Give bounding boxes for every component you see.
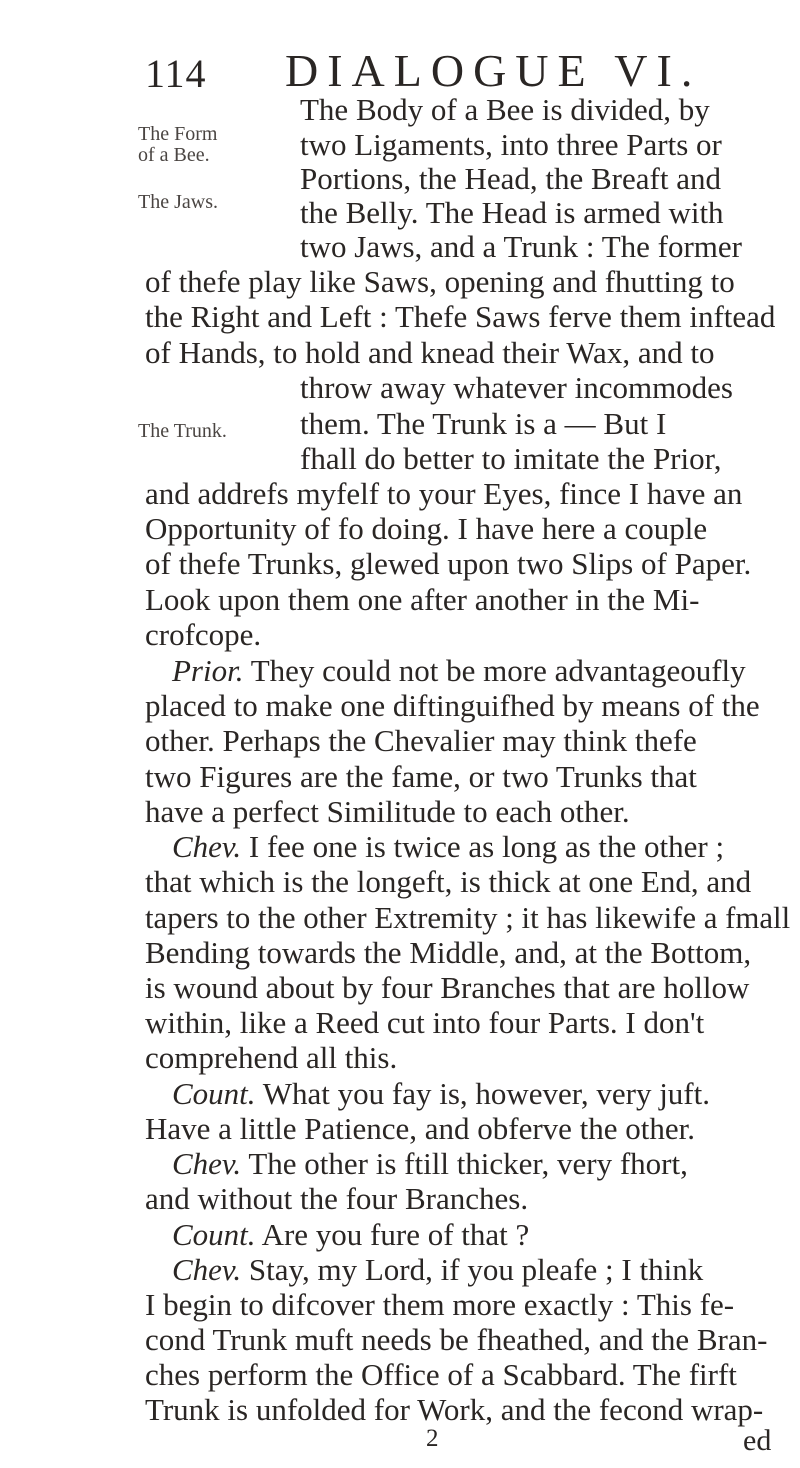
speaker-label: Chev. (172, 1146, 242, 1181)
sidenote-trunk: The Trunk. (138, 420, 227, 442)
text-line: Look upon them one after another in the Mi- (145, 582, 700, 617)
text-line: Chev. Stay, my Lord, if you pleafe ; I think (172, 1252, 704, 1287)
page-number: 114 (145, 51, 207, 96)
text-line: the Belly. The Head is armed with (300, 195, 724, 230)
text-line: and addrefs myfelf to your Eyes, fince I have an (145, 476, 743, 511)
text-line: have a perfect Similitude to each other. (145, 794, 630, 829)
text-line: Count. Are you fure of that ? (172, 1217, 530, 1252)
speaker-label: Prior. (172, 653, 244, 688)
text-line: Trunk is unfolded for Work, and the fecond wrap- (145, 1392, 764, 1427)
text-line: fhall do better to imitate the Prior, (300, 441, 722, 476)
text-line: I begin to difcover them more exactly : This fe- (145, 1287, 735, 1322)
text-line: throw away whatever incommodes (300, 370, 734, 405)
text-line: cond Trunk muft needs be fheathed, and the Bran- (145, 1322, 768, 1357)
sidenote-form-of-bee-line2: of a Bee. (138, 144, 210, 166)
running-title: DIALOGUE VI. (285, 45, 702, 96)
speaker-label: Chev. (172, 829, 242, 864)
text-line: the Right and Left : Thefe Saws ferve them inftead (145, 299, 776, 334)
text-line: Opportunity of fo doing. I have here a couple (145, 511, 708, 546)
signature-mark: 2 (426, 1425, 439, 1452)
text-line: is wound about by four Branches that are hollow (145, 970, 750, 1005)
text-line: Have a little Patience, and obferve the other. (145, 1111, 696, 1146)
text-line: tapers to the other Extremity ; it has likewife a fmall (145, 900, 791, 935)
speaker-label: Count. (172, 1076, 256, 1111)
text-line: ches perform the Office of a Scabbard. The firft (145, 1357, 737, 1392)
text-line: comprehend all this. (145, 1040, 398, 1075)
text-line: crofcope. (145, 617, 262, 652)
text-line: of thefe play like Saws, opening and fhutting to (145, 264, 735, 299)
text-line: of thefe Trunks, glewed upon two Slips of Paper. (145, 546, 752, 581)
text-line: Bending towards the Middle, and, at the Bottom, (145, 935, 752, 970)
text-line: Portions, the Head, the Breaft and (300, 161, 721, 196)
text-line: that which is the longeft, is thick at one End, and (145, 864, 752, 899)
text-line: them. The Trunk is a — But I (300, 406, 667, 441)
text-line: and without the four Branches. (145, 1181, 529, 1216)
speaker-label: Count. (172, 1217, 256, 1252)
text-line: two Ligaments, into three Parts or (300, 127, 722, 162)
text-line: within, like a Reed cut into four Parts. I don't (145, 1005, 705, 1040)
catchword: ed (743, 1424, 772, 1457)
sidenote-jaws: The Jaws. (138, 191, 218, 213)
text-line: Chev. I fee one is twice as long as the other ; (172, 829, 725, 864)
sidenote-form-of-bee-line1: The Form (138, 123, 218, 145)
text-line: two Jaws, and a Trunk : The former (300, 229, 742, 264)
speaker-label: Chev. (172, 1252, 242, 1287)
text-line: The Body of a Bee is divided, by (300, 92, 710, 127)
text-line: Prior. They could not be more advantageoufly (172, 653, 746, 688)
text-line: of Hands, to hold and knead their Wax, and to (145, 335, 715, 370)
text-line: Count. What you fay is, however, very juft. (172, 1076, 710, 1111)
text-line: Chev. The other is ftill thicker, very fhort, (172, 1146, 688, 1181)
text-line: placed to make one diftinguifhed by means of the (145, 688, 760, 723)
text-line: other. Perhaps the Chevalier may think thefe (145, 723, 697, 758)
text-line: two Figures are the fame, or two Trunks that (145, 759, 697, 794)
